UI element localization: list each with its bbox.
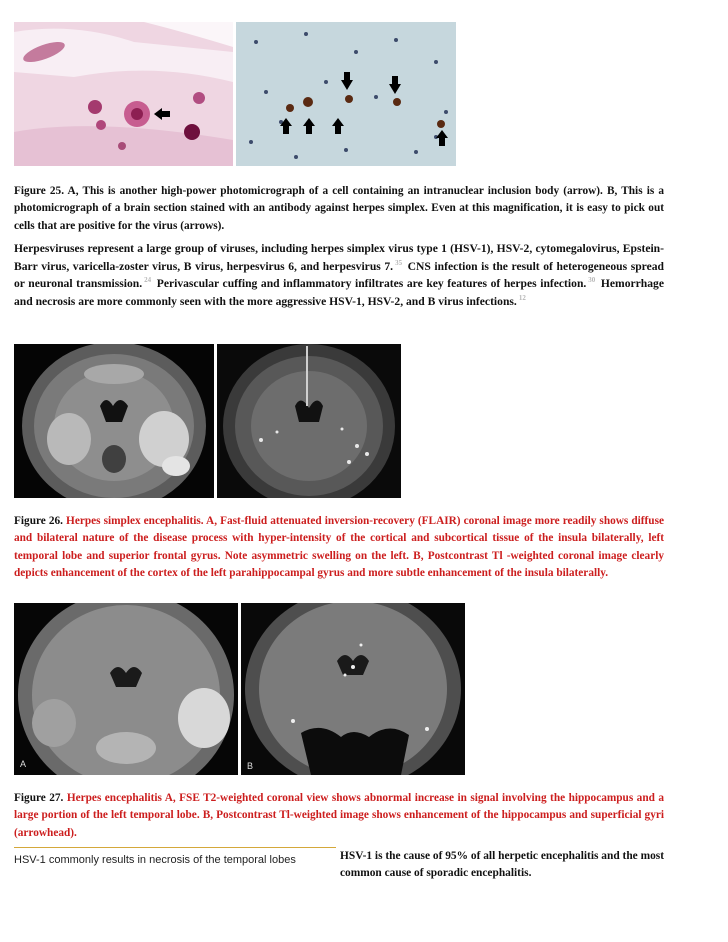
paragraph-part-1: Herpesviruses represent a large group of viruses, including herpes simplex virus type 1 (HSV-1), HSV-2, cytomegalovirus, Epstein- Barr virus, varicella-zoster virus, B virus, herpesvirus 6, and herpesvirus 7. <box>14 242 664 273</box>
figure-26-panel-a <box>14 344 214 498</box>
figure-26-panel-b <box>217 344 401 498</box>
figure-25-caption-text: A, This is another high-power photomicrograph of a cell containing an intranuclear inclusion body (arrow). B, This is a photomicrograph of a brain section stained with an antibody against herpes simplex. Even at this magnification, it is easy to pick out cells that are positive for the virus (arrows). <box>14 185 665 232</box>
figure-26-caption <box>14 513 664 583</box>
figure-25-panel-a <box>14 22 233 166</box>
figure-27-caption-text: Herpes encephalitis A, FSE T2-weighted coronal view shows abnormal increase in signal involving the hippocampus and a large portion of the left temporal lobe. B, Postcontrast Tl-weighted image shows enhancement of the hippocampus and superficial gyri (arrowhead). <box>14 792 664 839</box>
reference-24: 24 <box>144 276 152 285</box>
paragraph-part-4: Hemorrhage and necrosis are more commonly seen with the more aggressive HSV-1, HSV-2, and B virus infections. <box>14 277 664 308</box>
footer-left-note: HSV-1 commonly results in necrosis of the temporal lobes <box>14 854 296 866</box>
figure-27-pane-a-label: A <box>20 759 27 769</box>
herpesviruses-paragraph <box>14 240 664 310</box>
figure-27-pane-b-label: B <box>247 761 254 771</box>
paragraph-part-2: CNS infection is the result of heterogeneous spread or neuronal transmission. <box>14 259 664 291</box>
footer-right-note: HSV-1 is the cause of 95% of all herpetic encephalitis and the most common cause of sporadic encephalitis. <box>340 850 664 879</box>
reference-12: 12 <box>518 293 526 302</box>
paragraph-part-3: Perivascular cuffing and inflammatory infiltrates are key features of herpes infection. <box>156 277 587 291</box>
figure-25-label: Figure 25. <box>14 185 65 197</box>
reference-35: 35 <box>395 258 403 267</box>
figure-27-panel-a <box>14 603 238 775</box>
footnote-divider <box>14 847 336 848</box>
figure-26-label: Figure 26. <box>14 515 63 527</box>
figure-26-caption-text: Herpes simplex encephalitis. A, Fast-fluid attenuated inversion-recovery (FLAIR) coronal image more readily shows diffuse and bilateral nature of the disease process with hyper-intensity of the cortical and subcortical tissue of the insula bilaterally, left temporal lobe and superior frontal gyrus. Note asymmetric swelling on the left. B, Postcontrast Tl -weighted coronal image clearly depicts enhancement of the cortex of the left parahippocampal gyrus and more subtle enhancement of the insula bilaterally. <box>14 515 664 580</box>
figure-25-caption <box>14 183 664 235</box>
figure-27-label: Figure 27. <box>14 792 64 804</box>
figure-25-panel-b <box>236 22 456 166</box>
reference-30: 30 <box>588 276 596 285</box>
figure-27-panel-b <box>241 603 465 775</box>
figure-27-caption <box>14 790 664 842</box>
